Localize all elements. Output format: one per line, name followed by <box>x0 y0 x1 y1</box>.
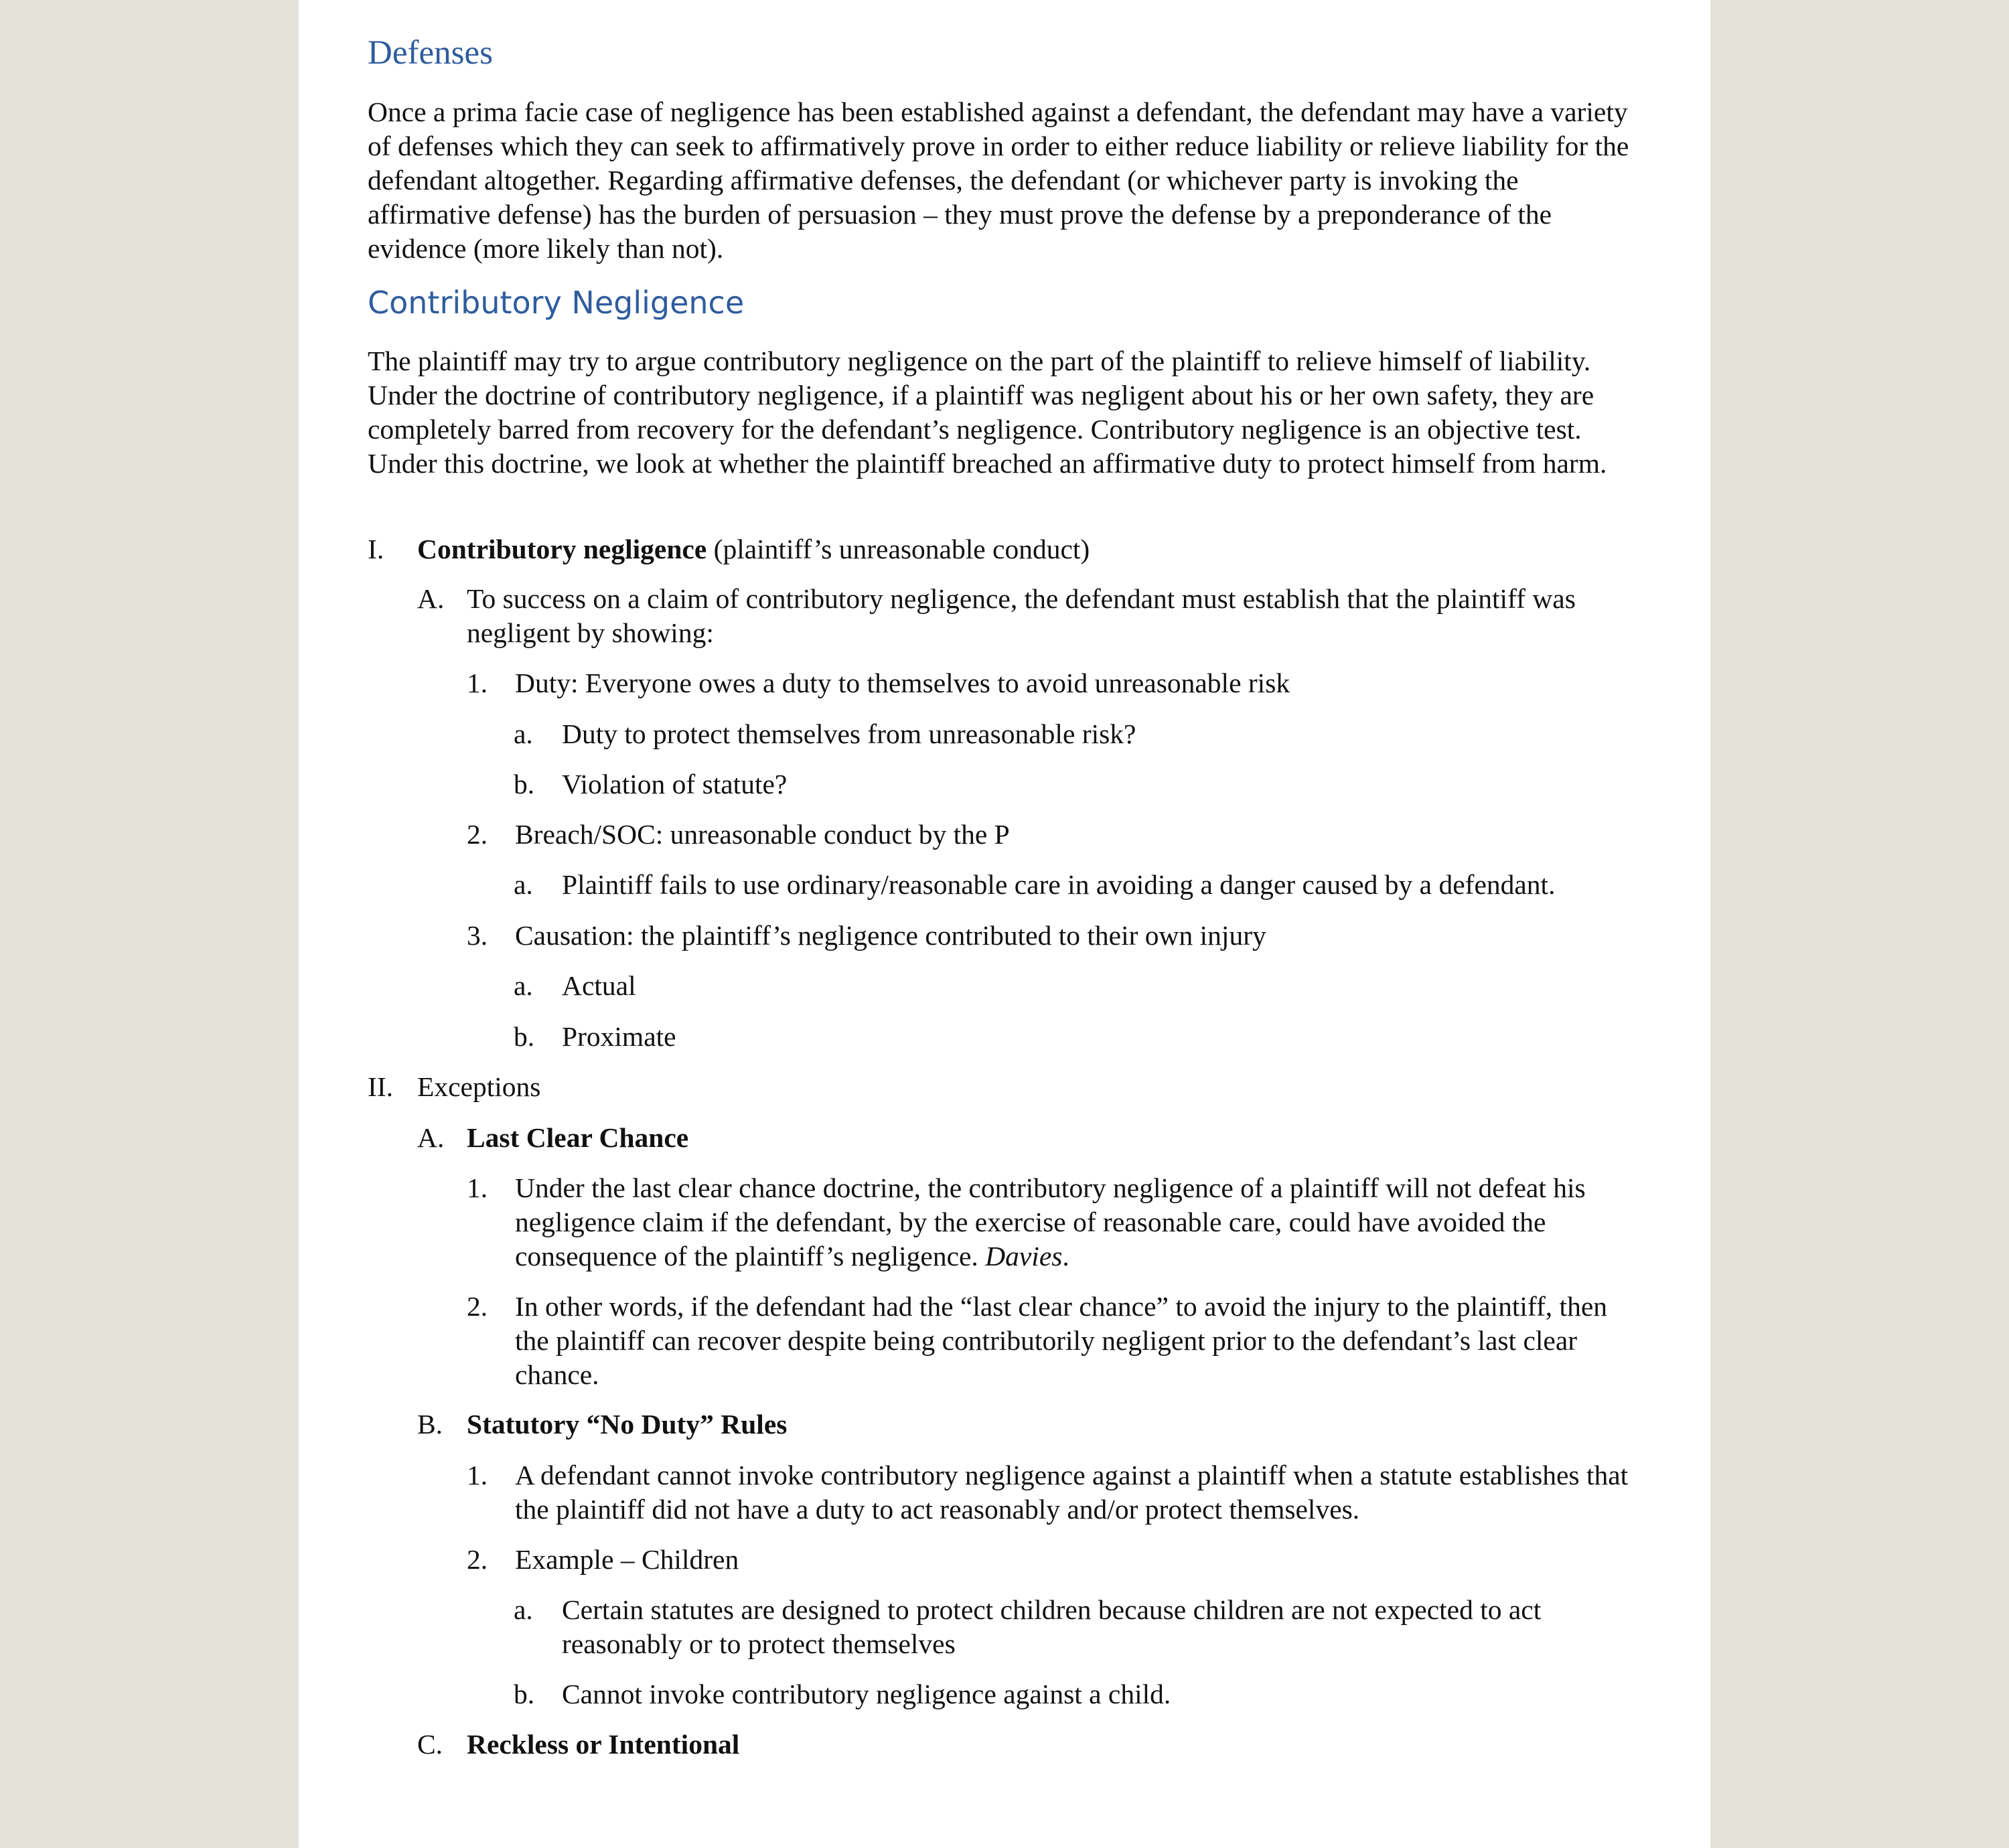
outline-text: Breach/SOC: unreasonable conduct by the P <box>515 819 1010 850</box>
case-citation: Davies <box>985 1241 1063 1272</box>
outline-marker: 2. <box>467 819 488 850</box>
outline-marker: 3. <box>467 920 488 951</box>
outline-marker: II. <box>368 1071 394 1102</box>
outline-marker: a. <box>514 1594 533 1625</box>
outline-marker: C. <box>417 1729 443 1760</box>
outline-marker: 1. <box>467 668 488 698</box>
outline-text <box>467 1121 1640 1155</box>
contributory-negligence-paragraph: The plaintiff may try to argue contributory negligence on the part of the plaintiff to relieve himself of liability. Under the doctrine of contributory negligence, if a plaintiff was negligent about his or her own safety, they are completely barred from recovery for the defendant’s negligence. Contributory negligence is an objective test. Under this doctrine, we look at whether the plaintiff breached an affirmative duty to protect himself from harm. <box>368 345 1607 479</box>
outline-text: Plaintiff fails to use ordinary/reasonable care in avoiding a danger caused by a defendant. <box>562 869 1556 900</box>
outline-marker: b. <box>514 1021 535 1052</box>
outline-text <box>467 1407 1640 1442</box>
outline-bold-text: Contributory negligence <box>417 534 707 564</box>
outline-text: Example – Children <box>515 1544 739 1575</box>
outline-marker: 1. <box>467 1460 488 1490</box>
outline-marker: I. <box>368 534 384 564</box>
heading-contributory-negligence: Contributory Negligence <box>368 285 745 321</box>
outline-text: Cannot invoke contributory negligence against a child. <box>562 1679 1171 1709</box>
intro-paragraph: Once a prima facie case of negligence has been established against a defendant, the defendant may have a variety of defenses which they can seek to affirmatively prove in order to either reduce liability or relieve liability for the defendant altogether. Regarding affirmative defenses, the defendant (or whichever party is invoking the affirmative defense) has the burden of persuasion – they must prove the defense by a preponderance of the evidence (more likely than not). <box>368 96 1629 264</box>
outline-marker: a. <box>514 718 533 749</box>
outline-marker: a. <box>514 970 533 1001</box>
outline-text: Exceptions <box>417 1071 541 1102</box>
outline-text: Duty to protect themselves from unreasonable risk? <box>562 718 1136 749</box>
outline-marker: B. <box>417 1409 443 1440</box>
outline-text: Causation: the plaintiff’s negligence contributed to their own injury <box>515 920 1266 951</box>
outline-marker: a. <box>514 869 533 900</box>
outline-after-text: . <box>1062 1241 1069 1272</box>
outline-text <box>515 1171 1640 1274</box>
outline-text: A defendant cannot invoke contributory negligence against a plaintiff when a statute establishes that the plaintiff did not have a duty to act reasonably and/or protect themselves. <box>515 1460 1629 1525</box>
outline-marker: A. <box>417 583 445 614</box>
outline-text <box>467 1727 1640 1762</box>
document-page <box>299 0 1710 1848</box>
outline-text: Duty: Everyone owes a duty to themselves to avoid unreasonable risk <box>515 668 1290 698</box>
outline-text: Actual <box>562 970 636 1001</box>
outline-text: Certain statutes are designed to protect children because children are not expected to act reasonably or to protect themselves <box>562 1594 1542 1659</box>
outline-marker: 2. <box>467 1544 488 1575</box>
outline-main-text: Under the last clear chance doctrine, the contributory negligence of a plaintiff will not defeat his negligence claim if the defendant, by the exercise of reasonable care, could have avoided the consequence of the plaintiff’s negligence. <box>515 1172 1586 1272</box>
outline-text: Violation of statute? <box>562 769 788 799</box>
outline-text: Proximate <box>562 1021 676 1052</box>
outline-marker: 1. <box>467 1172 488 1203</box>
outline-text: In other words, if the defendant had the “last clear chance” to avoid the injury to the plaintiff, then the plaintiff can recover despite being contributorily negligent prior to the defendant’s last clear chance. <box>515 1291 1607 1390</box>
outline-bold-text: Reckless or Intentional <box>467 1729 740 1760</box>
outline-bold-text: Statutory “No Duty” Rules <box>467 1409 788 1440</box>
outline-marker: b. <box>514 1679 535 1709</box>
outline-bold-text: Last Clear Chance <box>467 1122 689 1153</box>
heading-defenses: Defenses <box>368 34 493 72</box>
outline-marker: A. <box>417 1122 445 1153</box>
outline-rest-text: (plaintiff’s unreasonable conduct) <box>706 534 1090 564</box>
outline-marker: 2. <box>467 1291 488 1322</box>
outline-marker: b. <box>514 769 535 799</box>
outline-text <box>417 532 1090 566</box>
outline-text: To success on a claim of contributory negligence, the defendant must establish that the plaintiff was negligent by showing: <box>467 583 1576 648</box>
